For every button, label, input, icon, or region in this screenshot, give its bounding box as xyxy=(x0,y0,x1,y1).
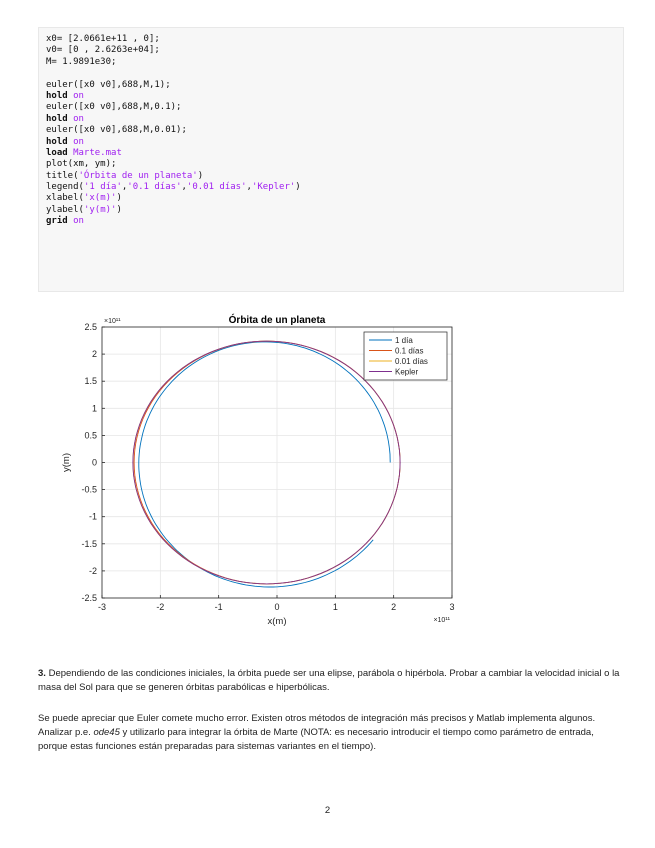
code-token: on xyxy=(73,113,84,124)
code-token: M= 1.9891e30; xyxy=(46,56,117,67)
code-line xyxy=(46,91,623,102)
code-token: '1 día' xyxy=(83,182,122,193)
code-token: ylabel( xyxy=(46,204,84,215)
paragraph-3-text: Dependiendo de las condiciones iniciales, la órbita puede ser una elipse, parábola o hipérbola. Probar a cambiar la velocidad inicial o la masa del Sol para que se generen órbitas parabólicas e hiperbólicas. xyxy=(38,668,620,693)
code-line xyxy=(46,57,623,68)
code-line xyxy=(46,102,623,113)
y-tick-label: -0.5 xyxy=(81,484,97,495)
x-tick-label: -3 xyxy=(97,602,107,612)
code-token: load xyxy=(46,147,74,158)
paragraph-euler-text-a: Se puede apreciar que Euler comete mucho error. Existen otros métodos de integración más precisos y Matlab implementa algunos. Analizar p.e. xyxy=(38,713,596,738)
code-block xyxy=(38,27,624,292)
x-tick-label: 0 xyxy=(274,602,280,612)
y-tick-label: 2.5 xyxy=(84,322,97,332)
code-token: legend( xyxy=(46,182,84,193)
code-token: , xyxy=(181,182,187,193)
code-token: 'Kepler' xyxy=(251,182,296,193)
code-line xyxy=(46,45,623,56)
y-tick-label: -2.5 xyxy=(81,593,97,603)
code-line xyxy=(46,159,623,170)
code-token: ) xyxy=(295,182,301,193)
code-token: 'x(m)' xyxy=(83,193,117,204)
code-token: euler([x0 v0],688,M,1); xyxy=(46,79,171,90)
code-line xyxy=(46,216,623,227)
ode45-term: ode45 xyxy=(93,727,120,738)
code-line xyxy=(46,137,623,148)
orbit-plot xyxy=(55,305,465,640)
paragraph-euler xyxy=(38,712,623,754)
code-token: 'y(m)' xyxy=(83,204,117,215)
legend-label: 0.01 días xyxy=(395,357,428,366)
y-tick-label: -2 xyxy=(88,565,97,576)
chart-title: Órbita de un planeta xyxy=(228,315,326,326)
code-token: v0= [0 , 2.6263e+04]; xyxy=(46,45,160,56)
code-line xyxy=(46,171,623,182)
y-tick-label: 0.5 xyxy=(84,430,97,441)
code-line xyxy=(46,205,623,216)
y-tick-label: 0 xyxy=(91,457,97,468)
y-tick-label: 1 xyxy=(91,403,97,414)
code-token: '0.01 días' xyxy=(186,182,247,193)
code-token: Marte.mat xyxy=(73,147,122,158)
code-line xyxy=(46,193,623,204)
paragraph-number: 3. xyxy=(38,668,46,679)
code-line xyxy=(46,34,623,45)
code-line xyxy=(46,148,623,159)
page-number: 2 xyxy=(324,805,331,816)
code-token: plot(xm, ym); xyxy=(46,159,117,170)
code-token: euler([x0 v0],688,M,0.01); xyxy=(46,125,187,136)
paragraph-3 xyxy=(38,667,623,695)
code-token: hold xyxy=(46,113,74,124)
x-tick-label: 1 xyxy=(332,602,338,612)
code-line xyxy=(46,125,623,136)
x-tick-label: 3 xyxy=(449,602,455,612)
code-token: on xyxy=(73,216,84,227)
code-token: , xyxy=(121,182,128,193)
y-tick-label: 2 xyxy=(91,349,97,360)
y-tick-label: -1 xyxy=(88,511,97,522)
code-token: '0.1 días' xyxy=(127,182,182,193)
code-token: euler([x0 v0],688,M,0.1); xyxy=(46,102,182,113)
code-line xyxy=(46,114,623,125)
code-token: xlabel( xyxy=(46,193,84,204)
legend-label: 1 día xyxy=(395,336,413,345)
code-token: grid xyxy=(46,216,74,227)
code-token: ) xyxy=(197,170,204,181)
legend-label: 0.1 días xyxy=(395,346,424,356)
code-token: ) xyxy=(116,204,122,215)
code-token: on xyxy=(73,90,84,101)
code-token: hold xyxy=(46,136,74,147)
y-exponent-label: ×10¹¹ xyxy=(104,318,121,325)
code-token: hold xyxy=(46,90,74,101)
code-token: 'Órbita de un planeta' xyxy=(78,170,198,181)
x-exponent-label: ×10¹¹ xyxy=(433,617,450,624)
code-token: title( xyxy=(46,170,79,181)
code-token: on xyxy=(73,136,84,147)
y-axis-label: y(m) xyxy=(61,453,72,472)
paragraph-euler-text-b: y utilizarlo para integrar la órbita de Marte (NOTA: es necesario introducir el tiempo como parámetro de entrada, porque estas funciones están preparadas para sistemas variantes en el tiempo). xyxy=(38,727,594,752)
x-tick-label: 2 xyxy=(391,602,397,612)
y-tick-label: 1.5 xyxy=(84,376,97,387)
code-token: x0= [2.0661e+11 , 0]; xyxy=(46,34,160,44)
y-tick-label: -1.5 xyxy=(81,538,97,549)
x-axis-label: x(m) xyxy=(267,616,287,627)
code-token: , xyxy=(246,182,252,193)
code-line xyxy=(46,182,623,193)
code-token: ) xyxy=(116,193,122,204)
code-line xyxy=(46,80,623,91)
legend-label: Kepler xyxy=(395,367,419,377)
code-line xyxy=(46,68,623,79)
x-tick-label: -1 xyxy=(214,602,223,612)
x-tick-label: -2 xyxy=(156,602,165,612)
